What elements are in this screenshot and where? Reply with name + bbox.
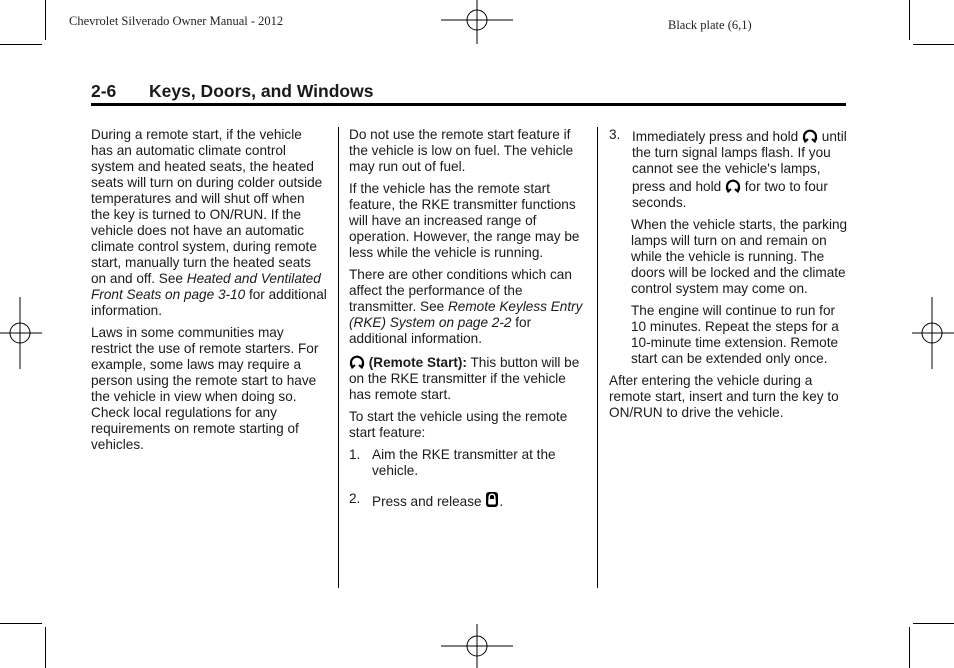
step-text: Aim the RKE transmitter at the vehicle. <box>372 447 556 478</box>
step-text: Press and release . <box>372 491 503 510</box>
remote-start-icon <box>802 127 818 143</box>
paragraph-text: for additional information. <box>91 287 327 318</box>
crop-mark <box>909 627 910 668</box>
paragraph: When the vehicle starts, the parking lamps will turn on and remain on while the vehicle is running. The doors will be locked and the climate control system may come on. <box>631 217 848 296</box>
cross-reference-link[interactable]: Heated and Ventilated Front Seats on page 3-10 <box>91 271 321 302</box>
section-number: 2-6 <box>91 81 117 101</box>
crop-mark <box>45 627 46 668</box>
step-number: 2. <box>349 491 361 506</box>
remote-start-icon <box>349 353 365 369</box>
step-number: 3. <box>609 127 621 142</box>
manual-title: Chevrolet Silverado Owner Manual - 2012 <box>69 14 284 28</box>
paragraph <box>349 267 589 347</box>
list-item <box>349 447 589 479</box>
registration-crosshair-icon <box>912 297 954 369</box>
section-title: Keys, Doors, and Windows <box>149 81 374 101</box>
crop-mark <box>913 623 954 624</box>
remote-start-label: (Remote Start): <box>368 355 467 370</box>
paragraph: The engine will continue to run for 10 minutes. Repeat the steps for a 10-minute time extension. Remote start can be extended only once. <box>631 303 839 366</box>
column-divider <box>597 127 598 588</box>
list-item <box>609 127 849 211</box>
crop-mark <box>45 0 46 40</box>
column-divider <box>338 127 339 588</box>
paragraph <box>91 127 327 319</box>
crop-mark <box>0 44 42 45</box>
paragraph: To start the vehicle using the remote start feature: <box>349 409 568 440</box>
registration-crosshair-icon <box>441 624 513 668</box>
paragraph: If the vehicle has the remote start feature, the RKE transmitter functions will have an increased range of operation. However, the range may be less while the vehicle is running. <box>349 181 580 260</box>
column-2 <box>349 127 589 510</box>
plate-label: Black plate (6,1) <box>668 18 752 32</box>
crop-mark <box>913 44 954 45</box>
section-heading <box>91 80 846 106</box>
paragraph-text: for additional information. <box>349 315 532 346</box>
registration-crosshair-icon <box>0 297 42 369</box>
paragraph: After entering the vehicle during a remote start, insert and turn the key to ON/RUN to drive the vehicle. <box>609 373 839 420</box>
paragraph <box>349 353 589 403</box>
paragraph-text: There are other conditions which can affect the performance of the transmitter. See <box>349 267 572 314</box>
registration-crosshair-icon <box>441 0 513 44</box>
step-text: Immediately press and hold until the turn signal lamps flash. If you cannot see the vehicle's lamps, press and hold for two to four seconds. <box>632 129 847 210</box>
paragraph: Do not use the remote start feature if the vehicle is low on fuel. The vehicle may run out of fuel. <box>349 127 574 174</box>
remote-start-icon <box>725 177 741 193</box>
list-item <box>349 491 589 510</box>
paragraph-text: This button will be on the RKE transmitter if the vehicle has remote start. <box>349 355 580 402</box>
paragraph: Laws in some communities may restrict the use of remote starters. For example, some laws may require a person using the remote start to have the vehicle in view when doing so. Check local regulations for any requirements on remote starting of vehicles. <box>91 325 319 452</box>
column-3 <box>609 127 849 427</box>
step-number: 1. <box>349 447 361 462</box>
column-1 <box>91 127 327 459</box>
crop-mark <box>909 0 910 40</box>
crop-mark <box>0 623 42 624</box>
paragraph-text: During a remote start, if the vehicle has an automatic climate control system and heated seats, the heated seats will turn on during colder outside temperatures and will shut off when the key is turned to ON/RUN. If the vehicle does not have an automatic climate control system, during remote start, manually turn the heated seats on and off. See <box>91 127 323 286</box>
lock-icon <box>485 491 499 508</box>
cross-reference-link[interactable]: Remote Keyless Entry (RKE) System on page 2-2 <box>349 299 583 330</box>
